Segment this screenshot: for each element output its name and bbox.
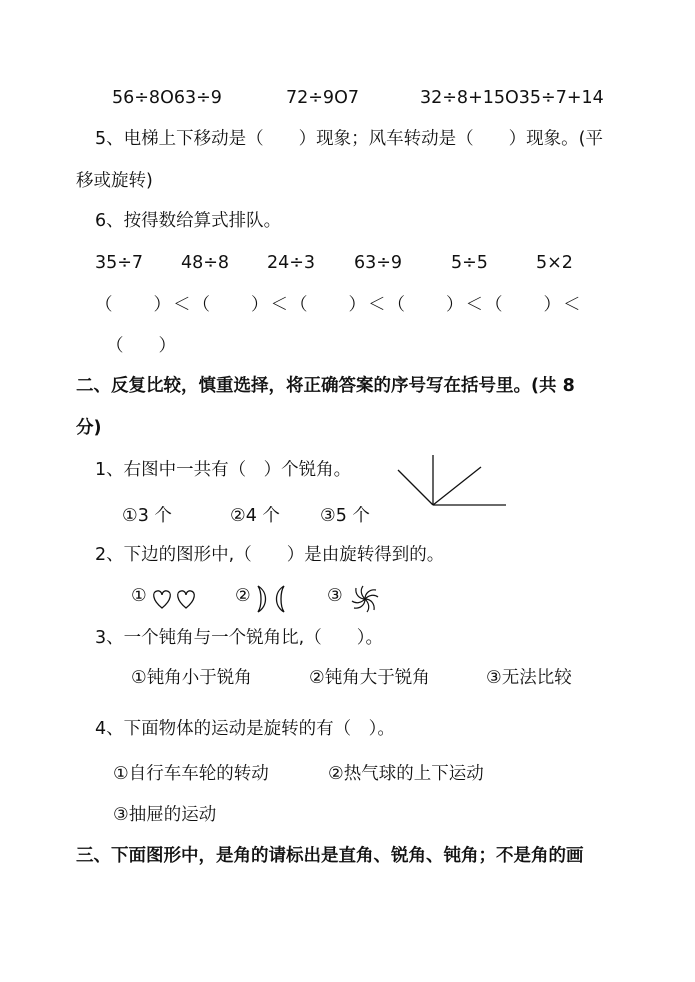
two-hearts-icon — [150, 588, 198, 612]
ray-left — [398, 470, 433, 505]
section2-heading-line2: 分) — [76, 418, 102, 438]
q6-title: 6、按得数给算式排队。 — [95, 211, 282, 231]
s2q4-text: 4、下面物体的运动是旋转的有（ ）。 — [95, 719, 395, 739]
q6-expression: 48÷8 — [181, 253, 230, 273]
s2q3-option-3: ③无法比较 — [486, 668, 572, 688]
q6-expression: 63÷9 — [354, 253, 403, 273]
s2q2-text: 2、下边的图形中,（ ）是由旋转得到的。 — [95, 545, 445, 565]
swirl-icon — [350, 584, 380, 614]
q6-expression: 35÷7 — [95, 253, 144, 273]
q6-order-line1: （ ）＜（ ）＜（ ）＜（ ）＜（ ）＜ — [95, 295, 583, 315]
s2q2-mark-2: ② — [235, 586, 251, 606]
crescent-pair-icon — [254, 584, 288, 614]
s2q3-option-2: ②钝角大于锐角 — [309, 668, 430, 688]
angle-figure — [398, 455, 508, 510]
ray-diagonal — [433, 467, 481, 505]
s2q3-text: 3、一个钝角与一个锐角比,（ ）。 — [95, 628, 383, 648]
s2q4-option-1: ①自行车车轮的转动 — [113, 764, 269, 784]
s2q2-mark-3: ③ — [327, 586, 343, 606]
s2q2-mark-1: ① — [131, 586, 147, 606]
comparison-3: 32÷8+15O35÷7+14 — [420, 88, 604, 108]
s2q1-option-1: ①3 个 — [122, 506, 172, 526]
section3-heading-line1: 三、下面图形中，是角的请标出是直角、锐角、钝角；不是角的画 — [76, 846, 584, 866]
q6-expression: 24÷3 — [267, 253, 316, 273]
q6-expression: 5÷5 — [451, 253, 488, 273]
s2q1-text: 1、右图中一共有（ ）个锐角。 — [95, 460, 352, 480]
section2-heading-line1: 二、反复比较，慎重选择，将正确答案的序号写在括号里。(共 8 — [76, 376, 575, 396]
q5-line1: 5、电梯上下移动是（ ）现象；风车转动是（ ）现象。(平 — [95, 129, 603, 149]
s2q4-option-3: ③抽屉的运动 — [113, 805, 217, 825]
s2q3-option-1: ①钝角小于锐角 — [131, 668, 252, 688]
comparison-2: 72÷9O7 — [286, 88, 359, 108]
s2q1-option-3: ③5 个 — [320, 506, 370, 526]
s2q1-option-2: ②4 个 — [230, 506, 280, 526]
s2q4-option-2: ②热气球的上下运动 — [328, 764, 484, 784]
q6-order-line2: （ ） — [106, 336, 176, 356]
comparison-1: 56÷8O63÷9 — [112, 88, 222, 108]
q5-line2: 移或旋转) — [76, 171, 153, 191]
q6-expression: 5×2 — [536, 253, 573, 273]
